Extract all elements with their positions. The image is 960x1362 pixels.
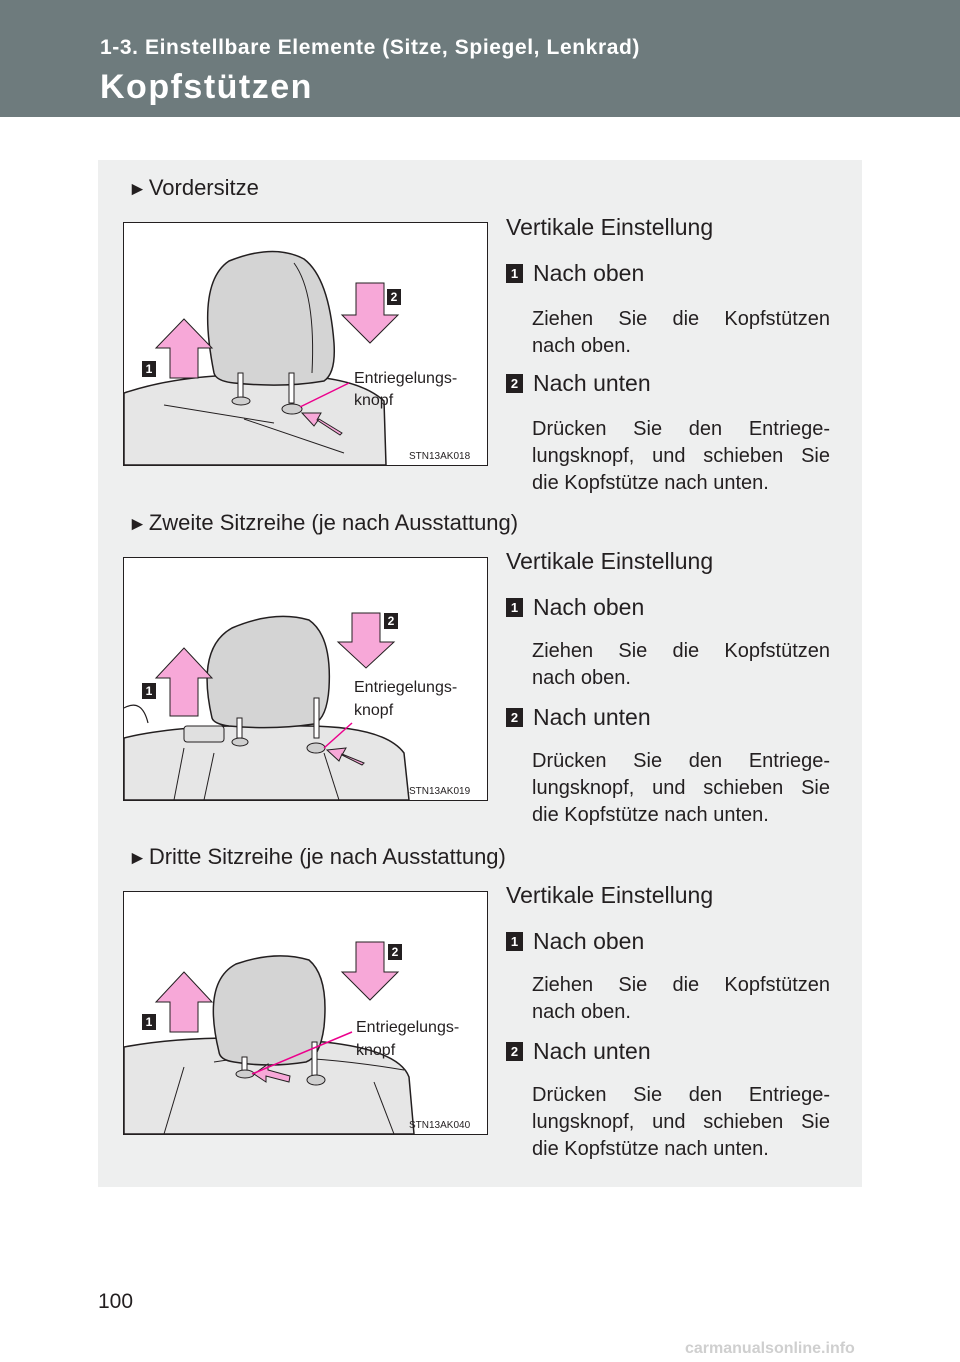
section-heading-text: Dritte Sitzreihe (je nach Ausstattung) [148,844,506,869]
second-row-headrest-illustration [124,558,487,800]
desc-line: nach oben. [532,335,631,357]
watermark: carmanualsonline.info [685,1340,855,1357]
triangle-bullet-icon: ► [128,514,147,535]
badge-1-text: 1 [145,684,153,698]
desc-line: nach oben. [532,667,631,689]
desc-line: Ziehen Sie die Kopfstützen [532,974,830,996]
figure-code: STN13AK018 [409,451,471,462]
step-number-badge: 1 [506,598,523,617]
instructions-third-row [506,882,830,1160]
step-number-badge: 1 [506,264,523,283]
step-label: Nach unten [533,1038,651,1064]
adjust-title: Vertikale Einstellung [506,214,714,240]
desc-line: die Kopfstütze nach unten. [532,804,769,826]
page-number: 100 [98,1290,134,1313]
step-down [506,1038,651,1065]
step-label: Nach unten [533,704,651,730]
instructions-second-row [506,548,830,826]
instructions-front-seats [506,214,830,494]
step-description [532,306,830,360]
callout-label-line1: Entriegelungs- [354,370,458,387]
step-description [532,638,830,692]
page-title: Kopfstützen [100,68,313,106]
step-description [532,972,830,1026]
step-label: Nach oben [533,260,645,286]
badge-2-text: 2 [391,945,399,959]
desc-line: Drücken Sie den Entriege- [532,418,830,440]
callout-label-line2: knopf [354,702,394,719]
desc-line: Ziehen Sie die Kopfstützen [532,308,830,330]
section-heading-third-row [128,844,506,870]
step-number-badge: 2 [506,1042,523,1061]
third-row-headrest-illustration [124,892,487,1134]
step-up [506,260,644,287]
step-label: Nach oben [533,928,645,954]
callout-label-line1: Entriegelungs- [356,1019,460,1036]
step-label: Nach unten [533,370,651,396]
front-headrest-illustration [124,223,487,465]
triangle-bullet-icon: ► [128,179,147,200]
triangle-bullet-icon: ► [128,848,147,869]
badge-1-text: 1 [145,362,153,376]
desc-line: lungsknopf, und schieben Sie [532,777,830,799]
step-label: Nach oben [533,594,645,620]
step-number-badge: 2 [506,374,523,393]
step-description [532,416,830,497]
badge-2-text: 2 [387,614,395,628]
adjust-title: Vertikale Einstellung [506,882,714,908]
page-header [0,0,960,117]
step-number-badge: 1 [506,932,523,951]
desc-line: Drücken Sie den Entriege- [532,750,830,772]
step-up [506,928,644,955]
figure-third-row-headrest [123,891,488,1135]
step-description [532,748,830,829]
chapter-title: 1-3. Einstellbare Elemente (Sitze, Spiegel, Lenkrad) [100,36,641,59]
desc-line: die Kopfstütze nach unten. [532,472,769,494]
figure-code: STN13AK040 [409,1120,471,1131]
step-down [506,370,651,397]
step-description [532,1082,830,1163]
section-heading-second-row [128,510,518,536]
section-heading-front-seats [128,175,259,201]
step-number-badge: 2 [506,708,523,727]
section-heading-text: Vordersitze [148,175,259,200]
desc-line: Ziehen Sie die Kopfstützen [532,640,830,662]
figure-code: STN13AK019 [409,786,471,797]
section-heading-text: Zweite Sitzreihe (je nach Ausstattung) [148,510,519,535]
desc-line: lungsknopf, und schieben Sie [532,1111,830,1133]
adjust-title: Vertikale Einstellung [506,548,714,574]
step-up [506,594,644,621]
badge-1-text: 1 [145,1015,153,1029]
callout-label-line1: Entriegelungs- [354,679,458,696]
figure-front-seat-headrest [123,222,488,466]
figure-second-row-headrest [123,557,488,801]
callout-label-line2: knopf [356,1042,396,1059]
desc-line: lungsknopf, und schieben Sie [532,445,830,467]
step-down [506,704,651,731]
callout-label-line2: knopf [354,392,394,409]
badge-2-text: 2 [390,290,398,304]
desc-line: nach oben. [532,1001,631,1023]
desc-line: die Kopfstütze nach unten. [532,1138,769,1160]
desc-line: Drücken Sie den Entriege- [532,1084,830,1106]
